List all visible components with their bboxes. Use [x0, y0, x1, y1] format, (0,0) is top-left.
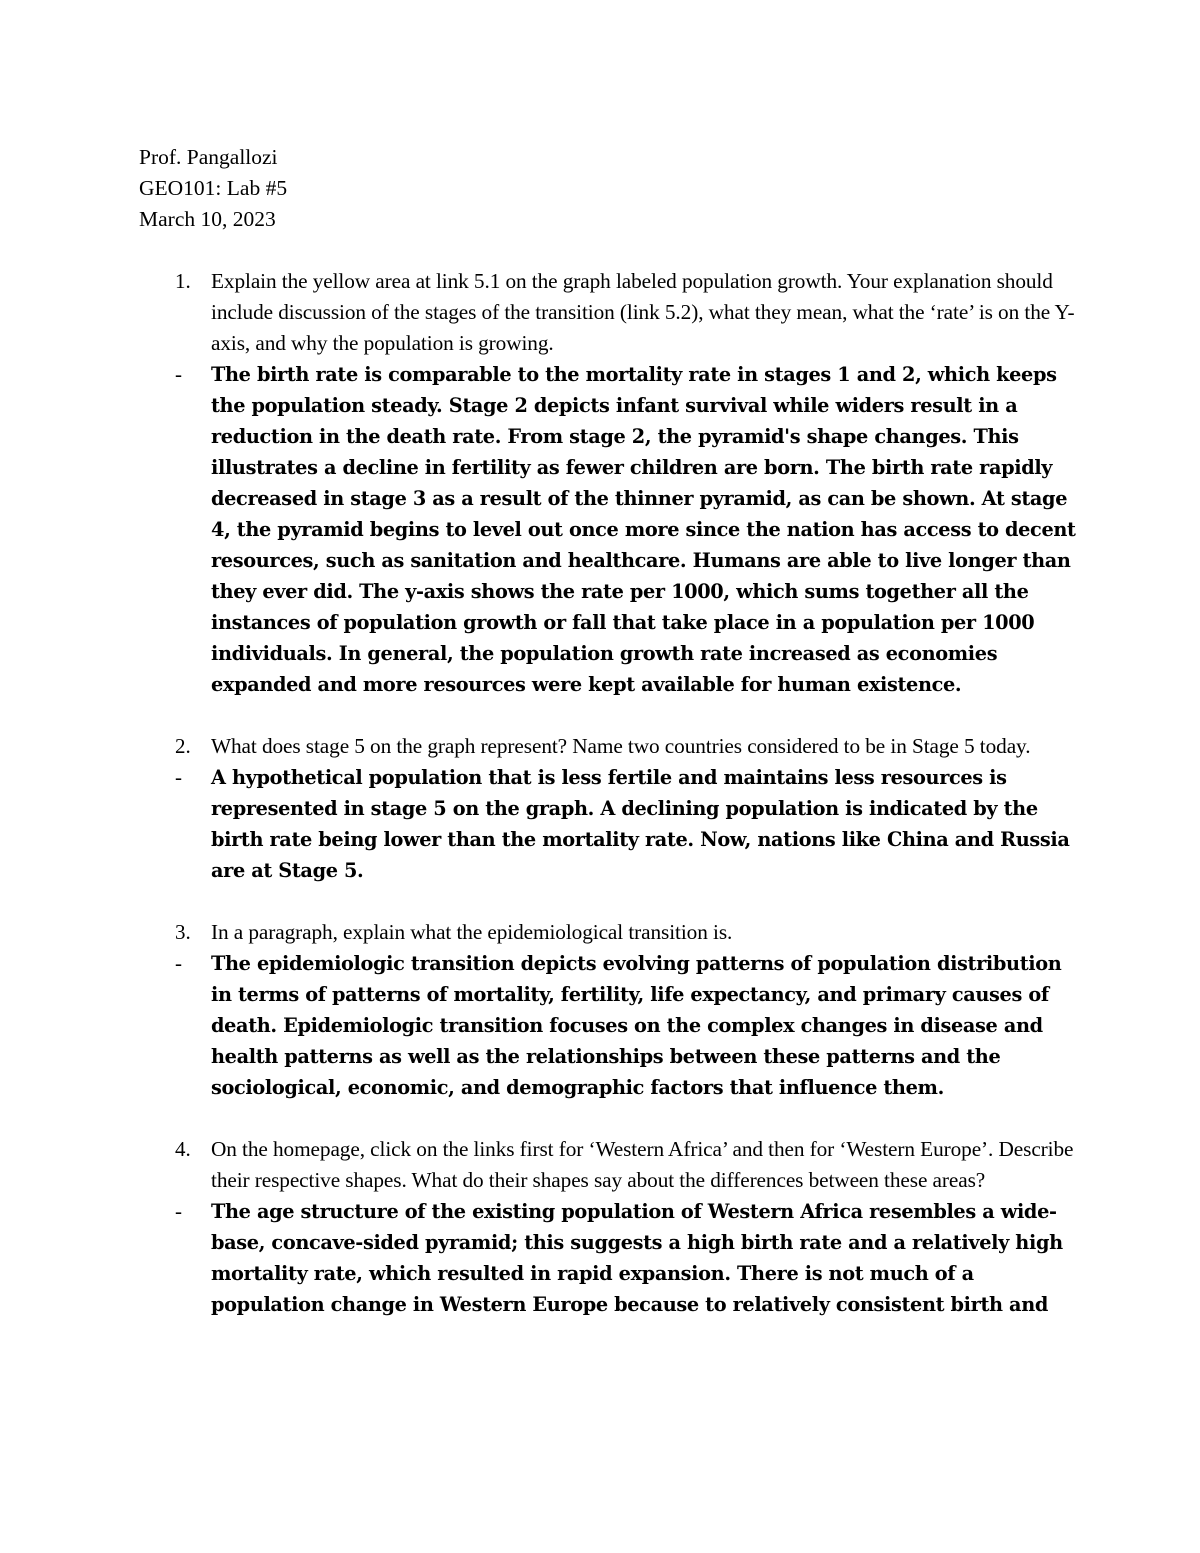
course-label: GEO101: Lab #5: [139, 176, 288, 200]
question-number: 2.: [175, 734, 191, 758]
answer-bullet: -: [175, 765, 182, 789]
paragraph-spacer: [139, 1103, 1079, 1134]
answer-row: [139, 1196, 1079, 1320]
answer-text: The epidemiologic transition depicts evolving patterns of population distribution in terms of patterns of mortality, fertility, life expectancy, and primary causes of death. Epidemiologic transition focuses on the complex changes in disease and health patterns as well as the relationships between these patterns and the sociological, economic, and demographic factors that influence them.: [211, 952, 1062, 1099]
question-number: 3.: [175, 920, 191, 944]
question-number: 1.: [175, 269, 191, 293]
answer-bullet: -: [175, 362, 182, 386]
answer-text: A hypothetical population that is less fertile and maintains less resources is represented in stage 5 on the graph. A declining population is indicated by the birth rate being lower than the mortality rate. Now, nations like China and Russia are at Stage 5.: [211, 766, 1070, 882]
paragraph-spacer: [139, 700, 1079, 731]
question-number: 4.: [175, 1137, 191, 1161]
document-date: March 10, 2023: [139, 207, 276, 231]
answer-row: [139, 948, 1079, 1103]
question-item-4: [139, 1134, 1079, 1320]
question-text: In a paragraph, explain what the epidemiological transition is.: [211, 920, 733, 944]
answer-row: [139, 359, 1079, 700]
question-row: [139, 266, 1079, 359]
answer-bullet: -: [175, 1199, 182, 1223]
answer-text: The age structure of the existing population of Western Africa resembles a wide-base, concave-sided pyramid; this suggests a high birth rate and a relatively high mortality rate, which resulted in rapid expansion. There is not much of a population change in Western Europe because to relatively consistent birth and: [211, 1200, 1063, 1316]
question-item-3: [139, 917, 1079, 1103]
question-item-1: [139, 266, 1079, 700]
question-row: [139, 917, 1079, 948]
professor-name: Prof. Pangallozi: [139, 145, 278, 169]
question-row: [139, 1134, 1079, 1196]
question-row: [139, 731, 1079, 762]
answer-bullet: -: [175, 951, 182, 975]
document-header: [139, 142, 739, 235]
question-item-2: [139, 731, 1079, 886]
question-list: [139, 266, 1079, 1320]
paragraph-spacer: [139, 886, 1079, 917]
question-text: Explain the yellow area at link 5.1 on the graph labeled population growth. Your explanation should include discussion of the stages of the transition (link 5.2), what they mean, what the ‘rate’ is on the Y-axis, and why the population is growing.: [211, 269, 1075, 355]
answer-row: [139, 762, 1079, 886]
question-text: What does stage 5 on the graph represent? Name two countries considered to be in Stage 5 today.: [211, 734, 1031, 758]
answer-text: The birth rate is comparable to the mortality rate in stages 1 and 2, which keeps the population steady. Stage 2 depicts infant survival while widers result in a reduction in the death rate. From stage 2, the pyramid's shape changes. This illustrates a decline in fertility as fewer children are born. The birth rate rapidly decreased in stage 3 as a result of the thinner pyramid, as can be shown. At stage 4, the pyramid begins to level out once more since the nation has access to decent resources, such as sanitation and healthcare. Humans are able to live longer than they ever did. The y-axis shows the rate per 1000, which sums together all the instances of population growth or fall that take place in a population per 1000 individuals. In general, the population growth rate increased as economies expanded and more resources were kept available for human existence.: [211, 363, 1076, 696]
question-text: On the homepage, click on the links first for ‘Western Africa’ and then for ‘Western Europe’. Describe their respective shapes. What do their shapes say about the differences between these areas?: [211, 1137, 1074, 1192]
